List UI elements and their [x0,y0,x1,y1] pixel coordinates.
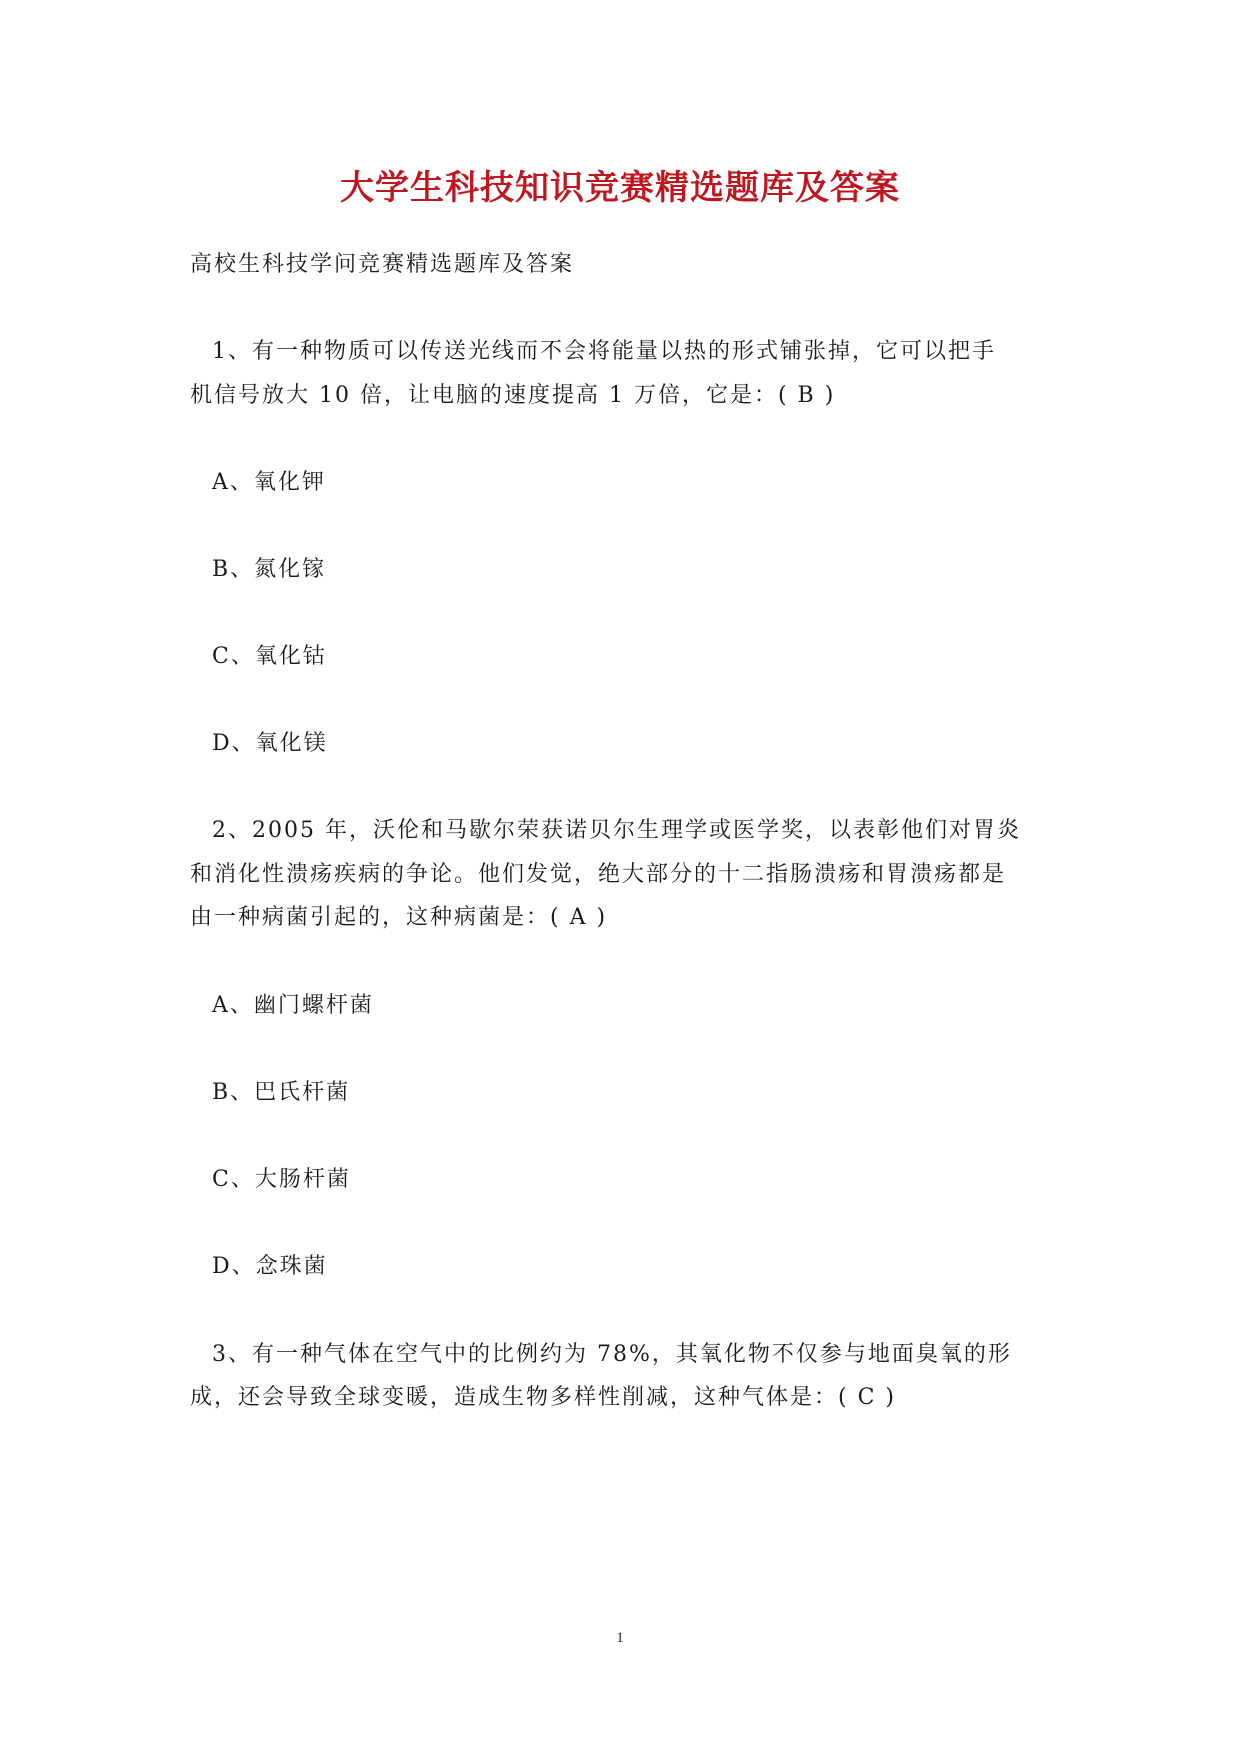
question-text-line: 由一种病菌引起的，这种病菌是：( A ) [190,905,608,930]
question-text-line: 2、2005 年，沃伦和马歇尔荣获诺贝尔生理学或医学奖，以表彰他们对胃炎 [212,818,1021,843]
answer-option: C、大肠杆菌 [212,1167,351,1192]
page-number: 1 [616,1630,624,1646]
question-text-line: 3、有一种气体在空气中的比例约为 78%，其氧化物不仅参与地面臭氧的形 [212,1342,1012,1367]
answer-option: B、氮化镓 [212,557,327,582]
answer-option: B、巴氏杆菌 [212,1080,351,1105]
answer-option: A、氧化钾 [212,470,326,495]
question-text-line: 和消化性溃疡疾病的争论。他们发觉，绝大部分的十二指肠溃疡和胃溃疡都是 [190,862,1007,887]
question-text-line: 机信号放大 10 倍，让电脑的速度提高 1 万倍，它是：( B ) [190,383,836,408]
document-subtitle: 高校生科技学问竞赛精选题库及答案 [190,252,575,277]
answer-option: D、念珠菌 [212,1254,328,1279]
answer-option: D、氧化镁 [212,731,328,756]
question-text-line: 成，还会导致全球变暖，造成生物多样性削减，这种气体是：( C ) [190,1385,896,1410]
answer-option: A、幽门螺杆菌 [212,993,374,1018]
answer-option: C、氧化钴 [212,644,327,669]
question-text-line: 1、有一种物质可以传送光线而不会将能量以热的形式铺张掉，它可以把手 [212,339,996,364]
document-title: 大学生科技知识竞赛精选题库及答案 [340,168,900,208]
